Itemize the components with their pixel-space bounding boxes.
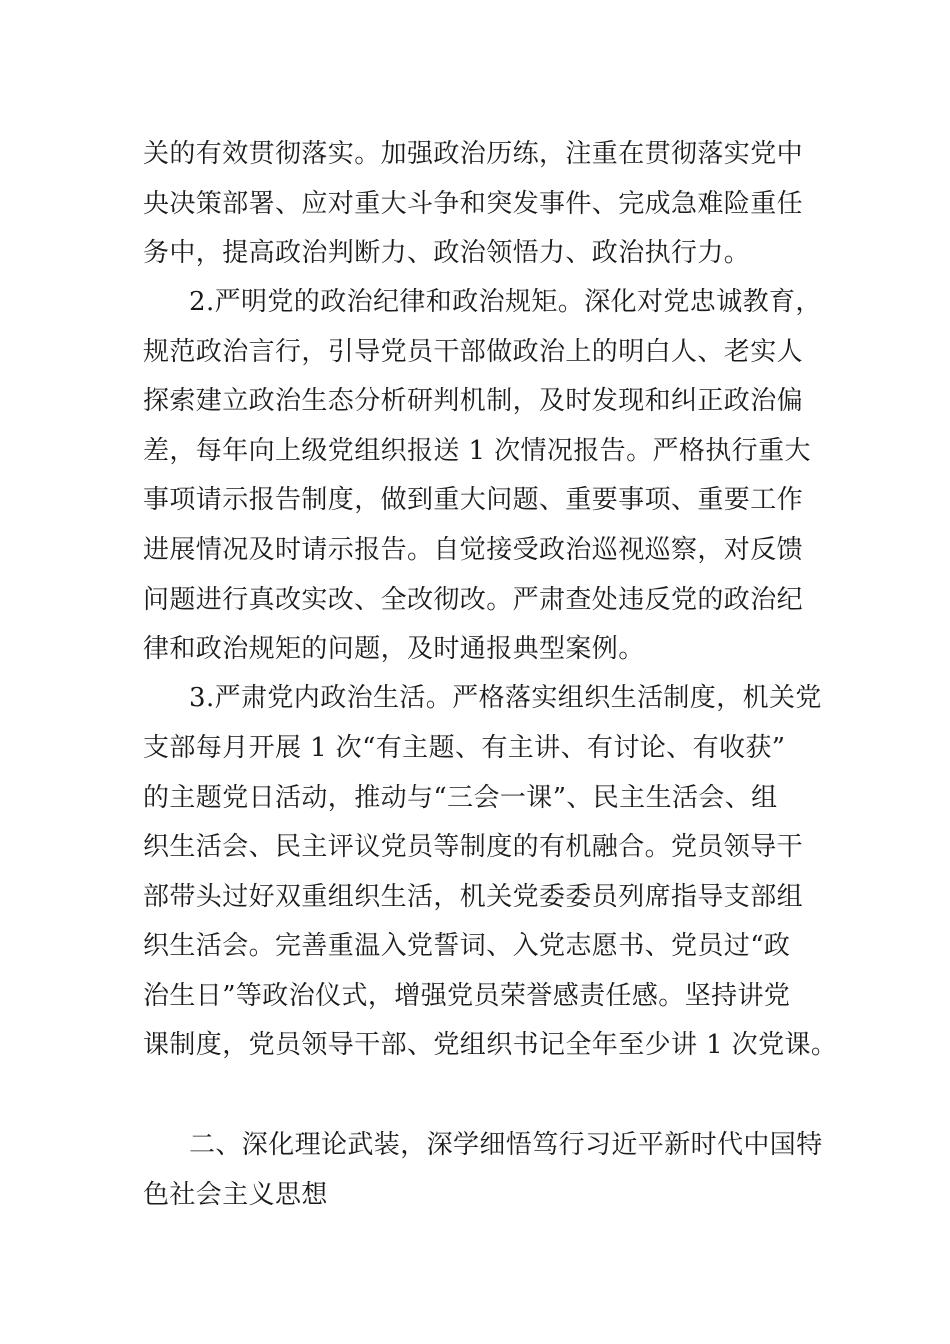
- paragraph-1-line-1: 关的有效贯彻落实。加强政治历练，注重在贯彻落实党中: [143, 139, 804, 169]
- paragraph-3-line-4: 织生活会、民主评议党员等制度的有机融合。党员领导干: [143, 832, 804, 862]
- paragraph-2-line-7: 问题进行真改实改、全改彻改。严肃查处违反党的政治纪: [143, 585, 804, 615]
- paragraph-2-line-1: 2.严明党的政治纪律和政治规矩。深化对党忠诚教育，: [189, 287, 822, 317]
- paragraph-1-line-3: 务中，提高政治判断力、政治领悟力、政治执行力。: [143, 238, 751, 268]
- paragraph-2-line-8: 律和政治规矩的问题，及时通报典型案例。: [143, 634, 645, 664]
- section-heading-line-1: 二、深化理论武装，深学细悟笃行习近平新时代中国特: [189, 1130, 823, 1160]
- paragraph-3-line-8: 课制度，党员领导干部、党组织书记全年至少讲 1 次党课。: [143, 1030, 838, 1060]
- paragraph-2-line-3: 探索建立政治生态分析研判机制，及时发现和纠正政治偏: [143, 386, 804, 416]
- paragraph-3-line-3: 的主题党日活动，推动与“三会一课”、民主生活会、组: [143, 783, 778, 813]
- paragraph-3-line-5: 部带头过好双重组织生活，机关党委委员列席指导支部组: [143, 882, 804, 912]
- section-heading-line-2: 色社会主义思想: [143, 1180, 328, 1210]
- paragraph-3-line-2: 支部每月开展 1 次“有主题、有主讲、有讨论、有收获”: [143, 733, 786, 763]
- paragraph-3-line-6: 织生活会。完善重温入党誓词、入党志愿书、党员过“政: [143, 931, 791, 961]
- paragraph-1-line-2: 央决策部署、应对重大斗争和突发事件、完成急难险重任: [143, 189, 804, 219]
- paragraph-3-line-1: 3.严肃党内政治生活。严格落实组织生活制度，机关党: [189, 683, 822, 713]
- paragraph-3-line-7: 治生日”等政治仪式，增强党员荣誉感责任感。坚持讲党: [143, 981, 791, 1011]
- paragraph-2-line-5: 事项请示报告制度，做到重大问题、重要事项、重要工作: [143, 485, 804, 515]
- paragraph-2-line-2: 规范政治言行，引导党员干部做政治上的明白人、老实人: [143, 337, 804, 367]
- paragraph-2-line-4: 差，每年向上级党组织报送 1 次情况报告。严格执行重大: [143, 436, 811, 466]
- paragraph-2-line-6: 进展情况及时请示报告。自觉接受政治巡视巡察，对反馈: [143, 535, 804, 565]
